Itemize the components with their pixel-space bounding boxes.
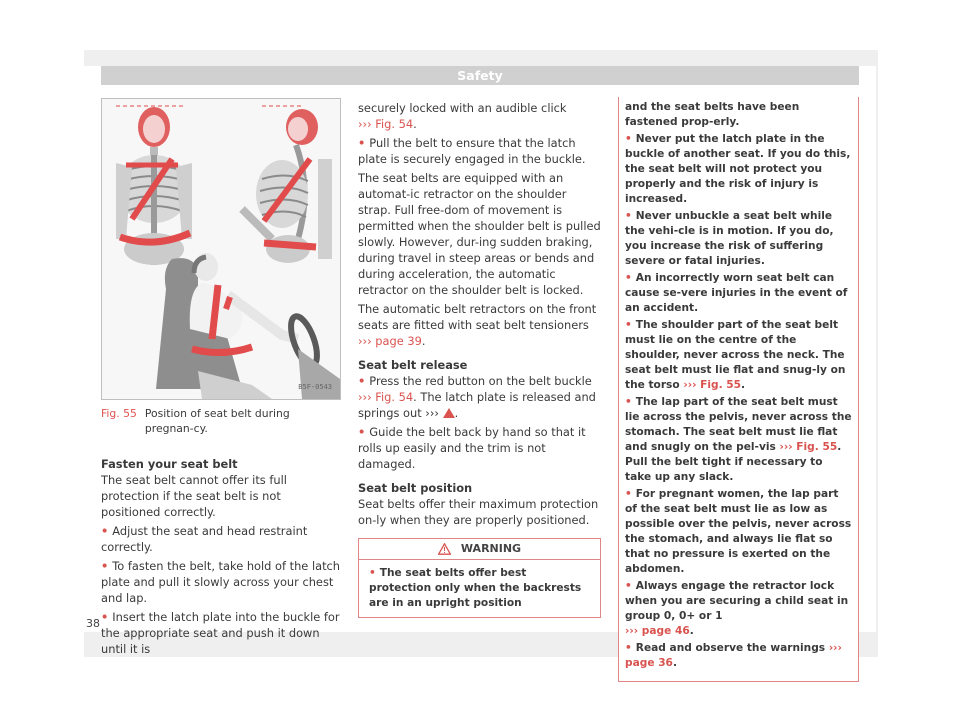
link-page-39[interactable]: ››› page 39 — [358, 334, 422, 348]
seat-belt-illustration — [102, 99, 340, 399]
column-right — [618, 97, 859, 682]
link-fig-54[interactable]: ››› Fig. 54 — [358, 117, 414, 131]
bullet-icon: • — [101, 524, 109, 538]
fasten-bullet-3: • Insert the latch plate into the buckle for the appropriate seat and push it down until it is — [101, 610, 340, 656]
link-page-46[interactable]: ››› page 46 — [625, 625, 690, 637]
section-heading-fasten: Fasten your seat belt — [101, 457, 238, 471]
warning-icon — [438, 543, 451, 555]
warning-item-4: • The shoulder part of the seat belt must lie on the centre of the shoulder, never across the neck. The seat belt must lie flat and snug-ly on the torso ››› Fig. 55. — [625, 319, 846, 391]
warning-item-6: • For pregnant women, the lap part of the seat belt must lie as low as possible over the pelvis, never across the stomach, and always lie flat so that no pressure is exerted on the abdomen. — [625, 488, 852, 575]
figure-pregnancy-seat-belt — [101, 98, 341, 400]
release-bullet-2: • Guide the belt back by hand so that it rolls up easily and the trim is not damaged. — [358, 425, 586, 471]
warning-item-5: • The lap part of the seat belt must lie across the pelvis, never across the stomach. The seat belt must lie flat and snugly on the pel-vis ››› Fig. 55. Pull the belt tight if necessary to take up any slack. — [625, 396, 852, 483]
page-title: Safety — [457, 68, 503, 83]
warning-box — [358, 538, 601, 618]
bullet-icon: • — [625, 133, 632, 145]
bullet-icon: • — [625, 642, 632, 654]
warning-continued-box — [618, 97, 859, 682]
link-fig-55-a[interactable]: ››› Fig. 55 — [683, 379, 742, 391]
bullet-icon: • — [625, 396, 632, 408]
pull-bullet: • Pull the belt to ensure that the latch plate is securely engaged in the buckle. — [358, 136, 586, 166]
fasten-section — [101, 456, 341, 657]
bullet-icon: • — [625, 488, 632, 500]
bullet-icon: • — [101, 559, 109, 573]
warning-body — [359, 560, 600, 617]
section-heading-release: Seat belt release — [358, 358, 468, 372]
tensioner-paragraph: The automatic belt retractors on the front seats are fitted with seat belt tensioners ››› page 39. — [358, 302, 597, 348]
page-number: 38 — [86, 617, 100, 630]
link-page-36[interactable]: ››› page 36 — [625, 642, 842, 669]
warning-item-7: • Always engage the retractor lock when you are securing a child seat in group 0, 0+ or 1 ››› page 46. — [625, 580, 849, 637]
fasten-bullet-1: • Adjust the seat and head restraint correctly. — [101, 524, 308, 554]
bullet-icon: • — [101, 610, 109, 624]
fasten-intro: The seat belt cannot offer its full protection if the seat belt is not positioned correctly. — [101, 473, 287, 519]
link-fig-55-b[interactable]: ››› Fig. 55 — [779, 441, 838, 453]
warning-bullet-1: The seat belts offer best protection only when the backrests are in an upright position — [369, 567, 582, 609]
cont-paragraph: securely locked with an audible click ››› Fig. 54. — [358, 101, 567, 131]
warning-cont-text: and the seat belts have been fastened prop-erly. — [625, 101, 800, 128]
section-heading-position: Seat belt position — [358, 481, 473, 495]
bullet-icon: • — [369, 567, 376, 579]
position-paragraph: Seat belts offer their maximum protection on-ly when they are properly positioned. — [358, 497, 599, 527]
figure-number: Fig. 55 — [101, 407, 137, 420]
bullet-icon: • — [358, 136, 366, 150]
bullet-icon: • — [625, 272, 632, 284]
figure-code: B5F-0543 — [298, 383, 332, 391]
warning-item-2: • Never unbuckle a seat belt while the vehi-cle is in motion. If you do, you increase the risk of suffering severe or fatal injuries. — [625, 210, 834, 267]
fasten-bullet-2: • To fasten the belt, take hold of the latch plate and pull it slowly across your chest and lap. — [101, 559, 341, 605]
column-left — [101, 98, 341, 660]
figure-caption — [101, 406, 341, 436]
release-bullet-1: • Press the red button on the belt buckle ››› Fig. 54. The latch plate is released and springs out ››› . — [358, 374, 596, 420]
bullet-icon: • — [625, 319, 632, 331]
link-fig-54-release[interactable]: ››› Fig. 54 — [358, 390, 414, 404]
warning-item-8: • Read and observe the warnings ››› page 36. — [625, 642, 842, 669]
bullet-icon: • — [358, 374, 366, 388]
retractor-paragraph: The seat belts are equipped with an automat-ic retractor on the shoulder strap. Full free-dom of movement is permitted when the shoulder belt is pulled slowly. However, dur-ing sudden braking, during travel in steep areas or bends and during acceleration, the automatic retractor on the shoulder belt is locked. — [358, 171, 601, 297]
figure-caption-text: Position of seat belt during pregnan-cy. — [144, 407, 290, 435]
bullet-icon: • — [625, 580, 632, 592]
warning-item-1: • Never put the latch plate in the buckle of another seat. If you do this, the seat belt will not protect you properly and the risk of injury is increased. — [625, 133, 851, 205]
bullet-icon: • — [625, 210, 632, 222]
warning-triangle-icon[interactable] — [443, 408, 455, 418]
warning-label: WARNING — [460, 542, 522, 555]
warning-item-3: • An incorrectly worn seat belt can cause se-vere injuries in the event of an accident. — [625, 272, 848, 314]
warning-header — [359, 539, 600, 560]
bullet-icon: • — [358, 425, 366, 439]
column-middle — [358, 100, 601, 618]
